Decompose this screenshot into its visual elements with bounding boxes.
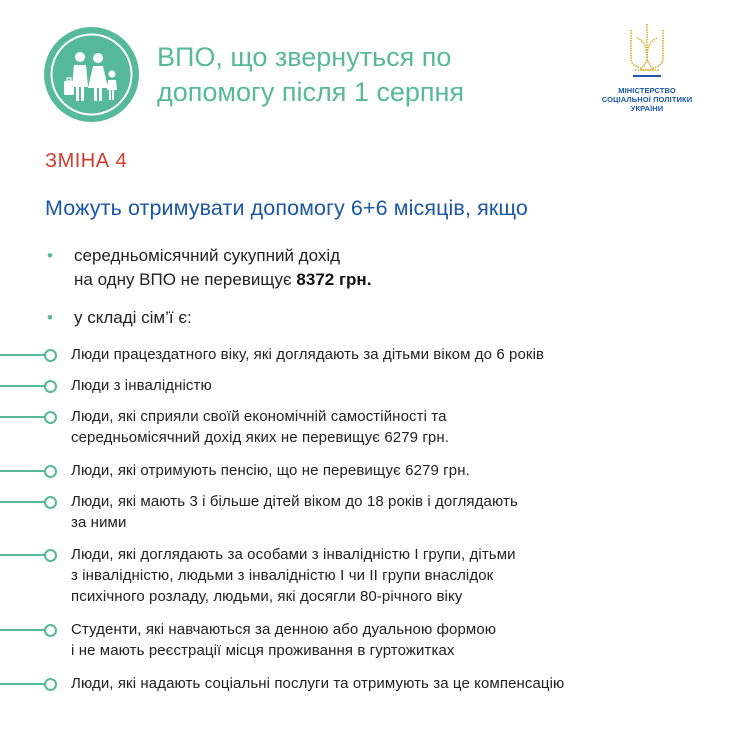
circle-marker-icon bbox=[44, 624, 57, 637]
ministry-line-3: УКРАЇНИ bbox=[630, 104, 664, 113]
connector-line bbox=[0, 470, 45, 472]
connector-line bbox=[0, 354, 45, 356]
circle-marker-icon bbox=[44, 349, 57, 362]
bullet-dot: • bbox=[47, 246, 53, 265]
ministry-line-2: СОЦІАЛЬНОЇ ПОЛІТИКИ bbox=[601, 95, 693, 104]
ministry-line-1: МІНІСТЕРСТВО bbox=[618, 86, 676, 95]
list-item-text: Люди, які мають 3 і більше дітей віком до 18 років і доглядають за ними bbox=[71, 493, 518, 531]
ministry-name bbox=[592, 86, 702, 113]
circle-marker-icon bbox=[44, 678, 57, 691]
connector-line bbox=[0, 385, 45, 387]
trident-icon bbox=[625, 20, 669, 84]
bullet-text: у складі сім’ї є: bbox=[74, 308, 192, 327]
circle-marker-icon bbox=[44, 549, 57, 562]
change-label: ЗМІНА 4 bbox=[45, 150, 128, 172]
family-logo bbox=[44, 27, 139, 122]
subtitle: Можуть отримувати допомогу 6+6 місяців, якщо bbox=[45, 196, 528, 220]
ministry-logo bbox=[592, 20, 702, 113]
list-item-text: Студенти, які навчаються за денною або дуальною формою і не мають реєстрації місця проживання в гуртожитках bbox=[71, 621, 497, 659]
bullet-text bbox=[74, 244, 371, 292]
list-item-text: Люди, які надають соціальні послуги та отримують за це компенсацію bbox=[71, 675, 565, 692]
connector-line bbox=[0, 416, 45, 418]
title-line-2: допомогу після 1 серпня bbox=[157, 77, 465, 107]
title-line-1: ВПО, що звернуться по bbox=[157, 42, 452, 72]
bullet-dot: • bbox=[47, 308, 53, 327]
list-item-text: Люди, які сприяли своїй економічній самостійності та середньомісячний дохід яких не перевищує 6279 грн. bbox=[71, 408, 450, 446]
connector-line bbox=[0, 554, 45, 556]
bullet-income-text: середньомісячний сукупний дохід на одну ВПО не перевищує bbox=[74, 246, 341, 289]
page-title bbox=[157, 40, 464, 110]
connector-line bbox=[0, 629, 45, 631]
circle-marker-icon bbox=[44, 465, 57, 478]
list-item-text: Люди, які отримують пенсію, що не перевищує 6279 грн. bbox=[71, 462, 470, 479]
bullet-income-amount: 8372 грн. bbox=[296, 270, 372, 289]
list-item-text: Люди, які доглядають за особами з інвалідністю І групи, дітьми з інвалідністю, людьми з інвалідністю І чи ІІ групи внаслідок психічного розладу, людьми, які досягли 80-річного віку bbox=[71, 546, 516, 605]
bullet-income bbox=[47, 244, 371, 292]
connector-line bbox=[0, 501, 45, 503]
list-item-text: Люди працездатного віку, які доглядають за дітьми віком до 6 років bbox=[71, 346, 545, 363]
family-icon bbox=[44, 27, 139, 122]
circle-marker-icon bbox=[44, 411, 57, 424]
circle-marker-icon bbox=[44, 496, 57, 509]
bullet-family bbox=[47, 306, 192, 330]
circle-marker-icon bbox=[44, 380, 57, 393]
list-item-text: Люди з інвалідністю bbox=[71, 377, 212, 394]
connector-line bbox=[0, 683, 45, 685]
